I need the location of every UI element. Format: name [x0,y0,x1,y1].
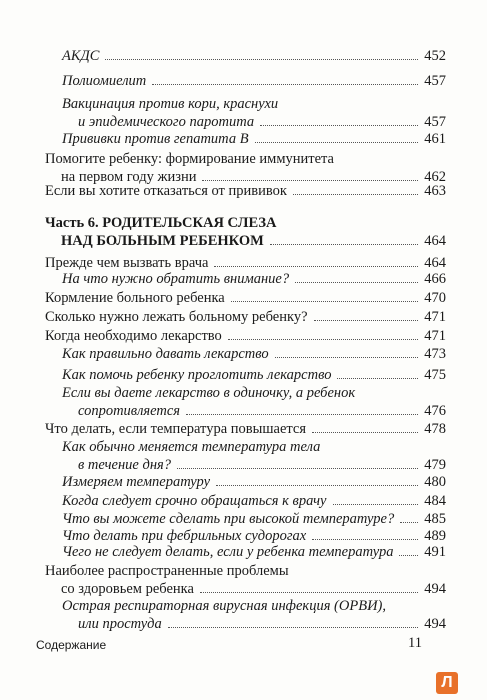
toc-entry-title: Что вы можете сделать при высокой температуре? [62,511,395,527]
toc-entry-page: 480 [424,474,446,490]
dot-leader [260,125,418,126]
toc-entry-title: На что нужно обратить внимание? [62,271,290,287]
toc-entry-title: Чего не следует делать, если у ребенка температура [62,544,394,560]
dot-leader [400,522,418,523]
toc-entry-title: АКДС [62,48,100,64]
dot-leader [293,194,418,195]
dot-leader [152,84,418,85]
toc-entry-page: 461 [424,131,446,147]
toc-entry-title: Вакцинация против кори, краснухи [62,96,279,112]
toc-entry-page: 463 [424,183,446,199]
toc-entry [62,543,446,561]
toc-entry-title: Что делать при фебрильных судорогах [62,528,307,544]
toc-entry [62,270,446,288]
dot-leader [295,282,418,283]
dot-leader [333,504,419,505]
dot-leader [231,301,419,302]
toc-entry-page: 464 [424,233,446,249]
dot-leader [186,414,418,415]
dot-leader [228,339,418,340]
toc-entry-page: 464 [424,255,446,271]
dot-leader [255,142,419,143]
toc-entry-title: и эпидемического паротита [78,114,255,130]
page-number: 11 [408,635,422,651]
toc-entry [62,47,446,65]
toc-entry-page: 478 [424,421,446,437]
dot-leader [168,627,419,628]
dot-leader [337,378,418,379]
toc-entry-title: Наиболее распространенные проблемы [45,563,289,579]
dot-leader [312,539,418,540]
toc-entry-page: 485 [424,511,446,527]
toc-entry [45,182,446,200]
toc-entry-page: 475 [424,367,446,383]
dot-leader [105,59,418,60]
toc-entry-page: 473 [424,346,446,362]
toc-entry-page: 491 [424,544,446,560]
toc-entry-title: Когда необходимо лекарство [45,328,222,344]
toc-entry [62,130,446,148]
toc-entry [45,420,446,438]
toc-entry-page: 479 [424,457,446,473]
toc-entry-title: Если вы даете лекарство в одиночку, а ребенок [62,385,356,401]
toc-entry-title: Острая респираторная вирусная инфекция (ОРВИ), [62,598,386,614]
toc-entry-title: Кормление больного ребенка [45,290,225,306]
toc-entry-title: Что делать, если температура повышается [45,421,307,437]
toc-entry-title: на первом году жизни [61,169,197,185]
toc-entry [45,214,446,250]
toc-entry [62,72,446,90]
toc-entry-title: Сколько нужно лежать больному ребенку? [45,309,308,325]
toc-entry [62,384,446,420]
dot-leader [270,244,418,245]
toc-entry-page: 484 [424,493,446,509]
dot-leader [399,555,418,556]
toc-entry-title: Измеряем температуру [62,474,211,490]
toc-entry-title: Как правильно давать лекарство [62,346,269,362]
toc-entry [62,345,446,363]
dot-leader [314,320,419,321]
toc-entry-page: 471 [424,328,446,344]
toc-entry-title: Прежде чем вызвать врача [45,255,209,271]
toc-entry [62,438,446,474]
toc-entry-title: НАД БОЛЬНЫМ РЕБЕНКОМ [61,233,264,249]
toc-entry-page: 457 [424,114,446,130]
toc-entry [45,562,446,598]
toc-entry-page: 457 [424,73,446,89]
toc-entry-page: 452 [424,48,446,64]
toc-entry [62,492,446,510]
toc-entry-title: Когда следует срочно обращаться к врачу [62,493,327,509]
toc-entry [45,327,446,345]
toc-entry-title: сопротивляется [78,403,181,419]
toc-entry [62,510,446,528]
toc-entry [62,366,446,384]
toc-entry-page: 476 [424,403,446,419]
toc-entry [62,473,446,491]
toc-entry-page: 470 [424,290,446,306]
toc-entry-page: 462 [424,169,446,185]
toc-entry [45,289,446,307]
dot-leader [275,357,419,358]
toc-entry-title: Как обычно меняется температура тела [62,439,321,455]
dot-leader [312,432,418,433]
toc-entry-page: 494 [424,616,446,632]
toc-entry [45,150,446,186]
toc-entry-page: 466 [424,271,446,287]
dot-leader [216,485,418,486]
toc-entry-title: Как помочь ребенку проглотить лекарство [62,367,332,383]
dot-leader [200,592,418,593]
toc-entry-title: в течение дня? [78,457,172,473]
toc-entry-title: Если вы хотите отказаться от прививок [45,183,287,199]
toc-entry [45,308,446,326]
toc-entry-page: 494 [424,581,446,597]
toc-entry-page: 471 [424,309,446,325]
toc-entry-title: со здоровьем ребенка [61,581,194,597]
running-footer-section: Содержание [36,638,107,652]
toc-entry [62,95,446,131]
dot-leader [214,266,418,267]
toc-entry-title: или простуда [78,616,162,632]
toc-entry-page: 489 [424,528,446,544]
dot-leader [177,468,418,469]
toc-entry-title: Помогите ребенку: формирование иммунитета [45,151,334,167]
publisher-logo-icon: Л [436,672,458,694]
toc-entry-title: Полиомиелит [62,73,147,89]
toc-entry-title: Часть 6. РОДИТЕЛЬСКАЯ СЛЕЗА [45,215,277,231]
dot-leader [202,180,418,181]
toc-entry [62,597,446,633]
toc-entry-title: Прививки против гепатита В [62,131,249,147]
